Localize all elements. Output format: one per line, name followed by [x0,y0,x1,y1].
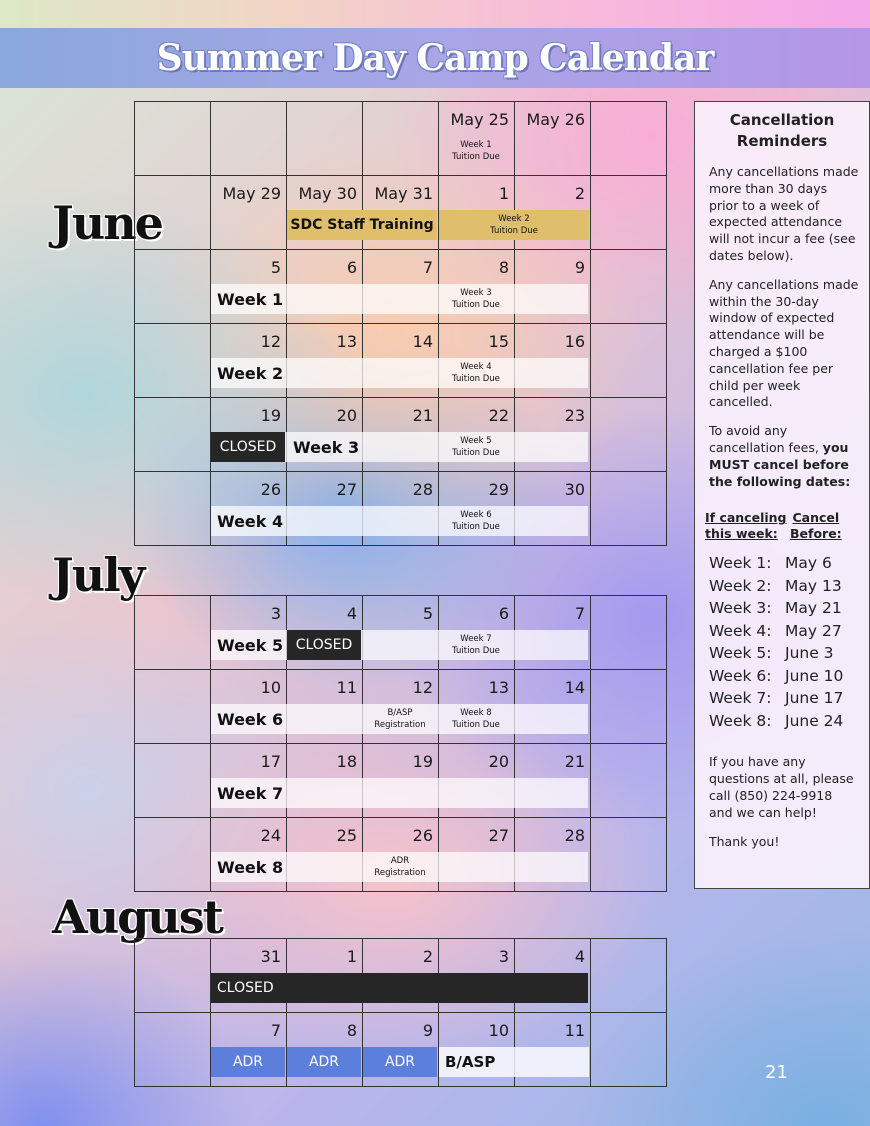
camp-week-label: Week 6 [217,709,284,729]
closed-badge: CLOSED [217,980,274,996]
day-cell [591,744,667,818]
day-cell [135,596,211,670]
day-number: 11 [336,678,357,697]
cancel-week-label: Week 3: [709,599,772,618]
camp-week-label: Week 1 [217,289,284,309]
day-number: 28 [412,480,433,499]
cancel-date-row [709,710,869,733]
cancel-date-row [709,597,869,620]
camp-week-label: Week 8 [217,857,284,877]
day-number: 24 [260,826,281,845]
day-number: 10 [260,678,281,697]
day-cell [135,250,211,324]
day-number: May 30 [298,184,357,203]
cancel-before-date: May 13 [785,576,842,595]
cancel-before-date: May 21 [785,599,842,618]
day-number: 14 [412,332,433,351]
header-week: If canceling this week: [705,510,787,542]
day-number: 21 [564,752,585,771]
day-cell [591,176,667,250]
day-number: 11 [564,1021,585,1040]
tuition-note: Week 2 Tuition Due [439,210,589,240]
day-number: 22 [488,406,509,425]
cancel-week-label: Week 6: [709,666,772,685]
day-cell [135,818,211,892]
cancel-before-date: June 17 [785,689,844,708]
day-number: 3 [498,947,509,966]
cancel-before-date: June 24 [785,711,844,730]
day-number: 8 [346,1021,357,1040]
day-cell [591,670,667,744]
day-number: 1 [346,947,357,966]
camp-week-label: Week 7 [217,783,284,803]
cancel-week-label: Week 2: [709,576,772,595]
day-cell [591,1013,667,1087]
day-number: 20 [488,752,509,771]
day-number: 17 [260,752,281,771]
day-cell [591,324,667,398]
day-number: 5 [270,258,281,277]
cancel-week-label: Week 7: [709,689,772,708]
day-number: 13 [488,678,509,697]
adr-badge: ADR [363,1047,437,1077]
day-number: 14 [564,678,585,697]
day-cell [591,398,667,472]
tuition-note: B/ASP Registration [374,708,426,730]
adr-badge: ADR [211,1047,285,1077]
cancel-date-row [709,620,869,643]
day-number: 9 [422,1021,433,1040]
day-number: May 26 [526,110,585,129]
tuition-note: Week 7 Tuition Due [452,634,500,656]
day-number: 18 [336,752,357,771]
cancel-before-date: May 6 [785,554,832,573]
day-number: 19 [412,752,433,771]
tuition-note: ADR Registration [374,856,426,878]
day-cell [363,102,439,176]
basp-label: B/ASP [439,1047,589,1077]
day-cell [135,472,211,546]
cancel-date-row [709,665,869,688]
day-cell [135,176,211,250]
cancel-date-row [709,687,869,710]
day-cell [287,102,363,176]
day-number: 7 [270,1021,281,1040]
tuition-note: Week 1 Tuition Due [452,140,500,162]
sidebar-thanks: Thank you! [709,833,780,849]
day-number: 26 [260,480,281,499]
closed-badge: CLOSED [287,630,361,660]
day-number: 13 [336,332,357,351]
tuition-note: Week 8 Tuition Due [452,708,500,730]
day-cell [591,939,667,1013]
day-number: 27 [488,826,509,845]
day-cell [135,102,211,176]
day-number: 10 [488,1021,509,1040]
cancel-date-row [709,642,869,665]
day-number: 9 [574,258,585,277]
day-cell [591,102,667,176]
cancel-week-label: Week 5: [709,644,772,663]
camp-week-label: Week 2 [217,363,284,383]
day-number: 16 [564,332,585,351]
day-number: May 29 [222,184,281,203]
day-number: 26 [412,826,433,845]
day-number: 25 [336,826,357,845]
sidebar-paragraph-early: Any cancellations made more than 30 days prior to a week of expected attendance will not incur a fee (see dates below). [709,164,859,263]
cancel-table-header [705,510,863,542]
day-cell [211,176,287,250]
sidebar-paragraph-contact: If you have any questions at all, please call (850) 224-9918 and we can help! [709,754,854,820]
day-number: 1 [498,184,509,203]
page-number: 21 [765,1062,788,1083]
cancel-date-row [709,575,869,598]
day-number: 5 [422,604,433,623]
day-cell [135,744,211,818]
day-cell [591,596,667,670]
day-number: 7 [422,258,433,277]
day-number: 6 [346,258,357,277]
day-cell [591,250,667,324]
day-number: 27 [336,480,357,499]
cancel-before-date: May 27 [785,621,842,640]
day-cell [135,324,211,398]
day-cell [591,472,667,546]
day-cell [135,1013,211,1087]
day-cell [135,670,211,744]
day-number: 30 [564,480,585,499]
staff-training-bar: SDC Staff Training [287,210,437,240]
month-label-july: July [52,548,144,602]
day-number: 15 [488,332,509,351]
closed-badge: CLOSED [211,432,285,462]
day-number: 3 [270,604,281,623]
sidebar-title: Cancellation Reminders [729,111,835,150]
day-number: 8 [498,258,509,277]
camp-week-label: Week 3 [293,437,360,457]
day-cell [515,102,591,176]
month-label-june: June [52,196,162,250]
day-number: 12 [260,332,281,351]
sidebar-paragraph-deadline [709,423,859,490]
day-number: 19 [260,406,281,425]
camp-week-label: Week 4 [217,511,284,531]
cancel-date-row [709,552,869,575]
header-cancel-before: Cancel Before: [790,510,842,542]
adr-badge: ADR [287,1047,361,1077]
page-title: Summer Day Camp Calendar [156,37,714,79]
deadline-emphasis: you MUST cancel before the following dates: [709,439,851,489]
day-number: May 25 [450,110,509,129]
day-number: 4 [574,947,585,966]
day-cell [591,818,667,892]
tuition-note: Week 3 Tuition Due [452,288,500,310]
top-color-strip [0,0,870,28]
cancel-week-label: Week 1: [709,554,772,573]
day-cell [135,398,211,472]
cancel-before-date: June 3 [785,644,834,663]
cancel-before-date: June 10 [785,666,844,685]
month-label-august: August [52,890,222,944]
deadline-text: To avoid any cancellation fees, [709,423,823,455]
camp-week-label: Week 5 [217,635,284,655]
tuition-note: Week 6 Tuition Due [452,510,500,532]
day-number: 31 [260,947,281,966]
tuition-note: Week 4 Tuition Due [452,362,500,384]
cancel-week-label: Week 4: [709,621,772,640]
cancellation-reminders-panel [694,101,870,889]
day-number: 7 [574,604,585,623]
cancel-week-label: Week 8: [709,711,772,730]
day-number: 28 [564,826,585,845]
day-number: 21 [412,406,433,425]
day-number: 20 [336,406,357,425]
tuition-note: Week 5 Tuition Due [452,436,500,458]
month-grid-june [134,101,667,546]
day-number: 4 [346,604,357,623]
day-cell [135,939,211,1013]
day-number: May 31 [374,184,433,203]
day-number: 23 [564,406,585,425]
sidebar-paragraph-fee: Any cancellations made within the 30-day window of expected attendance will be charged a $100 cancellation fee per child per week cancelled. [709,276,859,410]
day-number: 29 [488,480,509,499]
day-number: 12 [412,678,433,697]
day-number: 6 [498,604,509,623]
day-number: 2 [422,947,433,966]
day-cell [211,102,287,176]
day-number: 2 [574,184,585,203]
cancel-dates-list [709,552,869,732]
